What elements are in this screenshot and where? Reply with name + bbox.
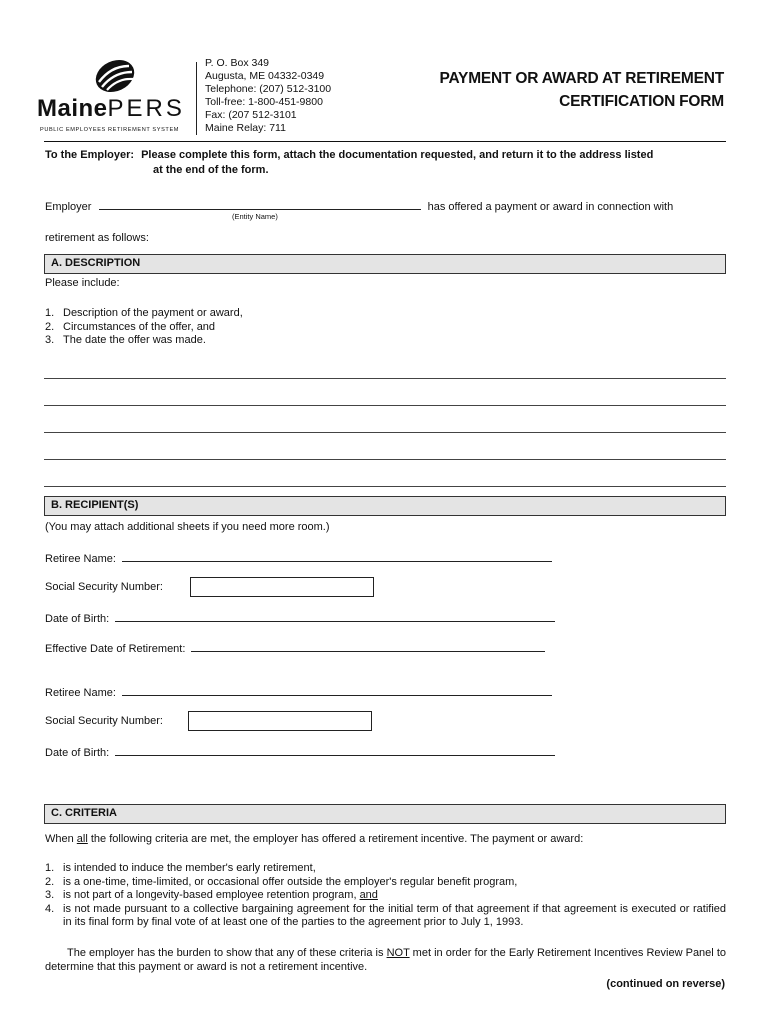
description-input-line[interactable] [44,405,726,406]
mainepers-logo-icon [93,58,137,94]
dob-input[interactable] [115,745,555,756]
description-input-line[interactable] [44,486,726,487]
header-rule [44,141,726,142]
retiree-name-input[interactable] [122,685,552,696]
retirement-as-follows: retirement as follows: [45,232,149,244]
criteria-intro: When all the following criteria are met, the employer has offered a retirement incentive. The payment or award: [45,833,584,845]
list-item: 3. is not part of a longevity-based employee retention program, and [45,889,378,901]
list-item: 2. is a one-time, time-limited, or occasional offer outside the employer's regular benefit program, [45,875,518,888]
dob-row-2: Date of Birth: [45,745,555,759]
to-employer-instructions: To the Employer: Please complete this form, attach the documentation requested, and return it to the address listed [45,149,654,161]
ssn-row-2: Social Security Number: [45,715,163,727]
list-item: 1. Description of the payment or award, [45,307,243,319]
list-item: 1. is intended to induce the member's early retirement, [45,862,316,874]
address-line: Fax: (207 512-3101 [205,109,297,121]
address-block [205,57,331,135]
section-b-header: B. RECIPIENT(S) [44,496,726,516]
burden-paragraph: The employer has the burden to show that any of these criteria is NOT met in order for the Early Retirement Incentives Review Panel to determine that this payment or award is not a retirement incentive. [45,947,726,973]
address-line: Telephone: (207) 512-3100 [205,83,332,95]
recipients-note: (You may attach additional sheets if you need more room.) [45,521,330,533]
continued-on-reverse: (continued on reverse) [606,978,725,990]
list-item: 3. The date the offer was made. [45,334,206,346]
employer-entity-input[interactable] [99,199,421,210]
list-item: 4. is not made pursuant to a collective bargaining agreement for the initial term of that agreement if that agreement is executed or ratified in its final form by final vote of at least one of the parties to the agreement prior to July 1, 1993. [45,902,726,928]
criteria-list [45,862,726,930]
address-line: P. O. Box 349 [205,57,270,69]
address-line: Toll-free: 1-800-451-9800 [205,96,323,108]
description-input-line[interactable] [44,459,726,460]
retiree-name-row-2: Retiree Name: [45,685,552,699]
logo-wordmark: MainePERS [37,95,185,122]
form-title: PAYMENT OR AWARD AT RETIREMENT CERTIFICATION FORM [439,70,724,110]
dob-row-1: Date of Birth: [45,611,555,625]
ssn-row-1: Social Security Number: [45,581,163,593]
effective-date-input[interactable] [191,641,545,652]
effective-date-row: Effective Date of Retirement: [45,641,545,655]
section-a-header: A. DESCRIPTION [44,254,726,274]
address-line: Augusta, ME 04332-0349 [205,70,325,82]
description-list [45,307,243,348]
please-include: Please include: [45,277,120,289]
dob-input[interactable] [115,611,555,622]
header-divider [196,62,197,135]
logo-subtitle: PUBLIC EMPLOYEES RETIREMENT SYSTEM [40,127,180,133]
description-input-line[interactable] [44,432,726,433]
list-item: 2. Circumstances of the offer, and [45,320,216,333]
section-c-header: C. CRITERIA [44,804,726,824]
to-employer-instructions-cont: at the end of the form. [153,164,269,176]
description-input-line[interactable] [44,378,726,379]
retiree-name-row-1: Retiree Name: [45,551,552,565]
retiree-name-input[interactable] [122,551,552,562]
address-line: Maine Relay: 711 [205,122,286,134]
employer-row: Employer has offered a payment or award in connection with [45,201,674,213]
ssn-input[interactable] [190,577,374,597]
entity-name-caption: (Entity Name) [232,212,278,221]
ssn-input[interactable] [188,711,372,731]
